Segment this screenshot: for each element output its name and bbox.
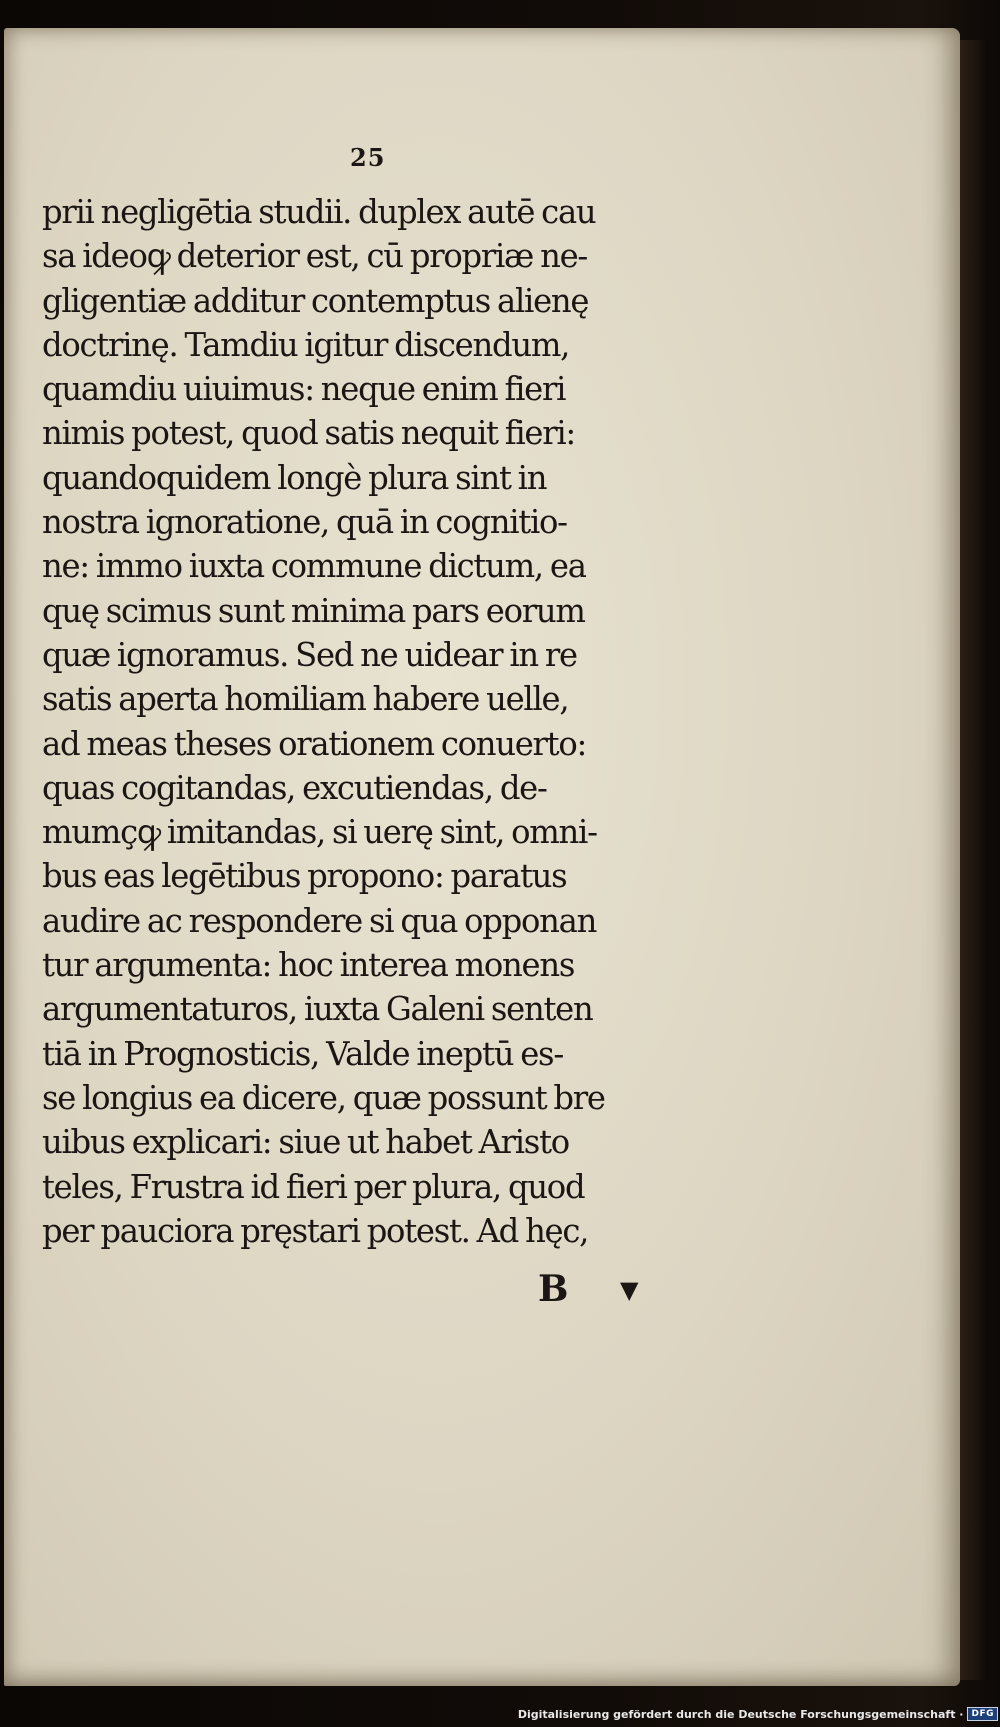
text-line: nimis potest, quod satis nequit fieri: <box>42 413 576 453</box>
signature-mark: B <box>538 1268 569 1310</box>
text-line: gligentiæ additur contemptus alienę <box>42 280 589 320</box>
text-line: sa ideoꝙ deterior est, cū propriæ ne- <box>42 236 588 276</box>
credit-text: Digitalisierung gefördert durch die Deutsche Forschungsgemeinschaft · <box>517 1707 964 1721</box>
text-line: teles, Frustra id fieri per plura, quod <box>42 1166 585 1206</box>
digitization-credit <box>518 1705 998 1723</box>
text-line: tiā in Prognosticis, Valde ineptū es- <box>42 1033 563 1073</box>
text-line: per pauciora pręstari potest. Ad hęc, <box>42 1210 589 1250</box>
book-edge <box>960 40 988 1680</box>
text-line: argumentaturos, iuxta Galeni senten <box>42 989 593 1029</box>
text-line: ad meas theses orationem conuerto: <box>42 723 587 763</box>
text-line: quandoquidem longè plura sint in <box>42 457 547 497</box>
text-line: quas cogitandas, excutiendas, de- <box>42 767 547 807</box>
text-line: satis aperta homiliam habere uelle, <box>42 679 569 719</box>
text-line: prii negligētia studii. duplex autē cau <box>42 192 596 231</box>
catch-mark-icon: ▼ <box>620 1276 639 1304</box>
text-line: doctrinę. Tamdiu igitur discendum, <box>42 324 570 364</box>
text-line: uibus explicari: siue ut habet Aristo <box>42 1122 569 1162</box>
text-line: tur argumenta: hoc interea monens <box>42 945 575 985</box>
text-line: ne: immo iuxta commune dictum, ea <box>42 546 586 586</box>
text-line: mumçꝙ imitandas, si uerę sint, omni- <box>42 812 597 852</box>
text-line: se longius ea dicere, quæ possunt bre <box>42 1077 605 1117</box>
text-line: nostra ignoratione, quā in cognitio- <box>42 502 567 542</box>
text-line: quamdiu uiuimus: neque enim fieri <box>42 369 566 409</box>
body-text <box>42 190 682 1253</box>
dfg-logo-icon: DFG <box>967 1707 998 1721</box>
text-line: quę scimus sunt minima pars eorum <box>42 590 585 630</box>
text-line: bus eas legētibus propono: paratus <box>42 856 567 896</box>
text-line: quæ ignoramus. Sed ne uidear in re <box>42 634 577 674</box>
page-number: 25 <box>350 143 386 172</box>
text-line: audire ac respondere si qua opponan <box>42 900 597 940</box>
